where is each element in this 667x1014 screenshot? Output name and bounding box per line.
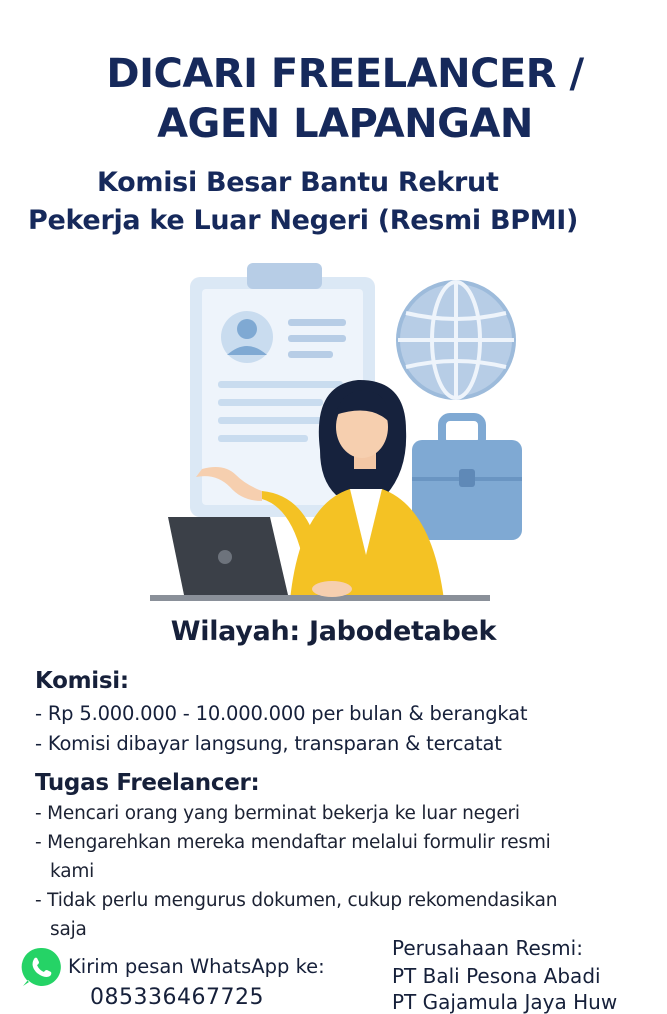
task-item: - Mengarehkan mereka mendaftar melalui formulir resmi	[35, 832, 551, 853]
tasks-heading: Tugas Freelancer:	[35, 770, 260, 796]
commission-item: - Rp 5.000.000 - 10.000.000 per bulan & berangkat	[35, 702, 528, 725]
recruiter-illustration	[150, 255, 540, 605]
headline-line-2: AGEN LAPANGAN	[157, 101, 533, 147]
briefcase-icon	[412, 417, 522, 540]
task-item: - Tidak perlu mengurus dokumen, cukup rekomendasikan	[35, 890, 558, 911]
whatsapp-icon[interactable]	[20, 946, 62, 988]
commission-heading: Komisi:	[35, 668, 129, 694]
phone-number[interactable]: 085336467725	[90, 985, 264, 1010]
subheadline-line-1: Komisi Besar Bantu Rekrut	[97, 167, 499, 198]
whatsapp-label: Kirim pesan WhatsApp ke:	[68, 955, 325, 978]
task-item: - Mencari orang yang berminat bekerja ke luar negeri	[35, 803, 520, 824]
commission-item: - Komisi dibayar langsung, transparan & tercatat	[35, 732, 502, 755]
headline-line-1: DICARI FREELANCER /	[106, 51, 584, 97]
company-name: PT Gajamula Jaya Huw	[392, 990, 618, 1014]
company-heading: Perusahaan Resmi:	[392, 936, 583, 960]
company-name: PT Bali Pesona Abadi	[392, 964, 601, 988]
region-label: Wilayah: Jabodetabek	[170, 616, 497, 647]
subheadline-line-2: Pekerja ke Luar Negeri (Resmi BPMI)	[28, 205, 579, 236]
globe-icon	[398, 282, 514, 398]
task-item-continued: saja	[50, 919, 87, 940]
task-item-continued: kami	[50, 861, 95, 882]
